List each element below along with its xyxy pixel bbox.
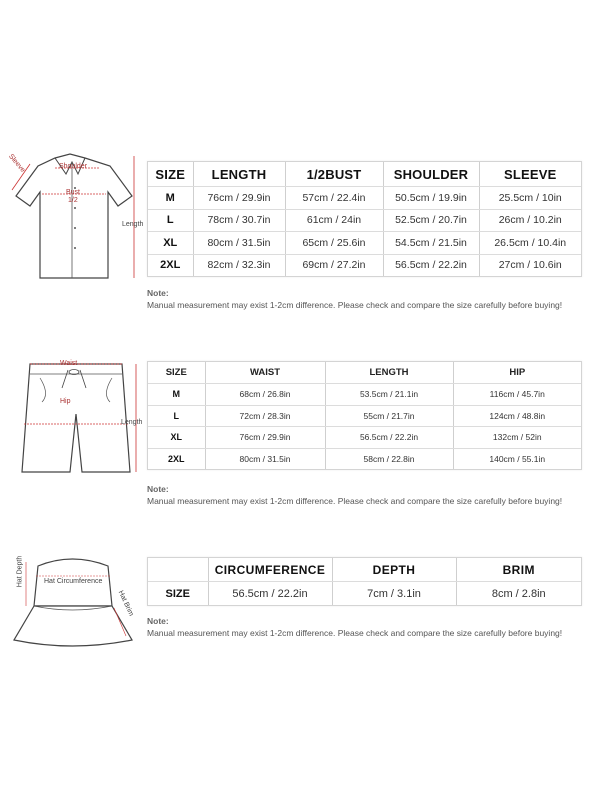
shorts-size-section [0,330,600,530]
brim-header: BRIM [456,558,581,582]
circumference-header: CIRCUMFERENCE [208,558,332,582]
shoulder-header: SHOULDER [383,162,479,187]
shirt-shoulder-label: Shoulder [59,163,88,170]
note-title: Note: [147,616,169,626]
table-cell: 53.5cm / 21.1in [325,384,453,406]
shirt-size-table [147,161,582,277]
table-header-row [148,162,581,187]
waist-header: WAIST [205,362,325,384]
table-cell: 58cm / 22.8in [325,448,453,469]
size-cell: 2XL [148,448,205,469]
depth-header: DEPTH [332,558,456,582]
table-row [148,405,581,427]
hat-brim-label: Hat Brim [116,589,135,618]
note-text: Manual measurement may exist 1-2cm difference. Please check and compare the size carefully before buying! [147,628,563,638]
table-cell: 140cm / 55.1in [489,453,546,464]
table-cell: 80cm / 31.5in [205,448,325,469]
table-row [148,209,581,232]
size-cell: SIZE [148,582,208,606]
table-cell: 61cm / 24in [285,209,383,232]
table-cell: 56.5cm / 22.2in [383,254,479,276]
table-cell: 76cm / 29.9in [193,187,285,210]
length-header: LENGTH [193,162,285,187]
shorts-hip-label: Hip [60,398,71,405]
hat-circumference-label: Hat Circumference [44,578,103,585]
size-cell: 2XL [148,254,193,276]
table-cell: 56.5cm / 22.2in [208,582,332,606]
table-cell: 8cm / 2.8in [491,587,546,600]
table-row [148,582,581,606]
table-row [148,254,581,276]
table-cell: 82cm / 32.3in [193,254,285,276]
note-title: Note: [147,288,169,298]
table-row [148,232,581,255]
table-row [148,384,581,406]
shirt-note [147,287,587,311]
table-cell: 54.5cm / 21.5in [383,232,479,255]
length-header: LENGTH [325,362,453,384]
table-cell: 52.5cm / 20.7in [383,209,479,232]
note-text: Manual measurement may exist 1-2cm difference. Please check and compare the size carefully before buying! [147,300,563,310]
table-cell: 26cm / 10.2in [479,209,581,232]
hip-header: HIP [453,362,581,384]
table-cell: 27cm / 10.6in [498,259,562,272]
table-cell: 76cm / 29.9in [205,427,325,449]
table-cell: 7cm / 3.1in [332,582,456,606]
hat-size-section [0,530,600,680]
table-header-row [148,558,581,582]
table-cell: 69cm / 27.2in [285,254,383,276]
shirt-bust-half-label: 1/2 [68,197,78,204]
half-bust-header: 1/2BUST [285,162,383,187]
shirt-sleeve-label: Sleeve [7,153,27,174]
table-cell: 57cm / 22.4in [285,187,383,210]
size-cell: M [148,384,205,406]
table-cell: 132cm / 52in [453,427,581,449]
table-header-row [148,362,581,384]
blank-header [148,558,208,582]
hat-size-table [147,557,582,606]
note-text: Manual measurement may exist 1-2cm difference. Please check and compare the size carefully before buying! [147,496,563,506]
size-cell: XL [148,232,193,255]
size-cell: M [148,187,193,210]
table-cell: 50.5cm / 19.9in [383,187,479,210]
size-cell: XL [148,427,205,449]
table-cell: 116cm / 45.7in [453,384,581,406]
shirt-length-label: Length [122,221,144,228]
shirt-bust-label: Bust [66,189,81,196]
table-row [148,448,581,469]
table-cell: 25.5cm / 10in [479,187,581,210]
size-cell: L [148,405,205,427]
table-row [148,187,581,210]
table-cell: 72cm / 28.3in [205,405,325,427]
table-cell: 80cm / 31.5in [193,232,285,255]
table-cell: 78cm / 30.7in [193,209,285,232]
table-cell: 56.5cm / 22.2in [325,427,453,449]
hat-depth-label: Hat Depth [16,555,24,588]
size-header: SIZE [148,162,193,187]
hat-note [147,615,587,639]
sleeve-header: SLEEVE [479,162,581,187]
table-cell: 55cm / 21.7in [325,405,453,427]
note-title: Note: [147,484,169,494]
table-cell: 68cm / 26.8in [205,384,325,406]
shorts-waist-label: Waist [60,360,78,367]
size-header: SIZE [148,362,205,384]
table-cell: 65cm / 25.6in [285,232,383,255]
table-row [148,427,581,449]
shorts-size-table [147,361,582,470]
size-cell: L [148,209,193,232]
shirt-size-section [0,0,600,330]
shorts-length-label: Length [121,419,143,426]
shorts-note [147,483,587,507]
table-cell: 26.5cm / 10.4in [479,232,581,255]
table-cell: 124cm / 48.8in [453,405,581,427]
